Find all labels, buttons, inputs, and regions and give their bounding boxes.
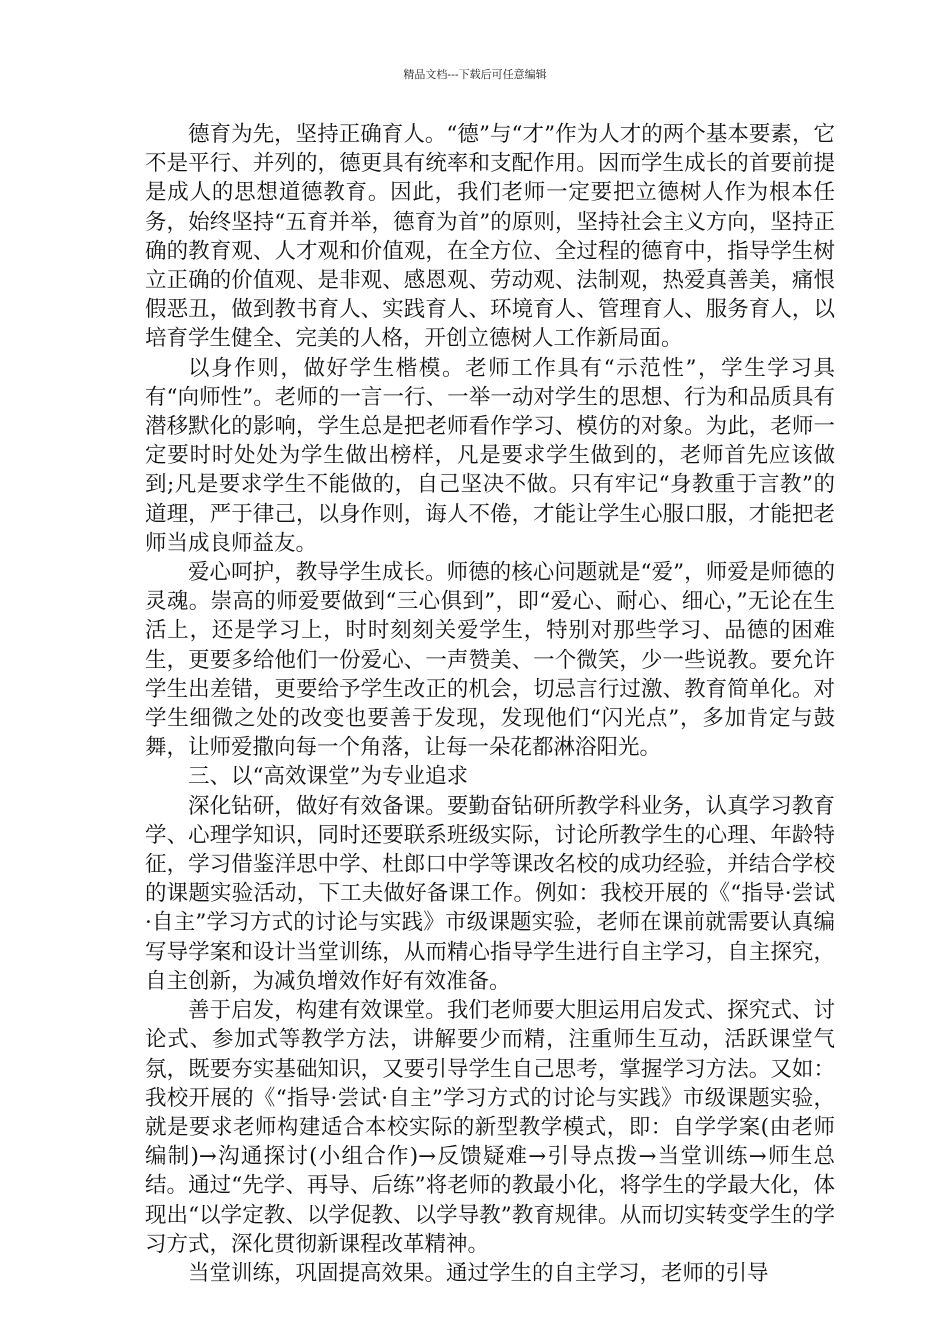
section-heading: 三、以“高效课堂”为专业追求 — [188, 764, 468, 790]
paragraph: 以身作则，做好学生楷模。老师工作具有“示范性”，学生学习具有“向师性”。老师的一言一行、一举一动对学生的思想、行为和品质具有潜移默化的影响，学生总是把老师看作学习、模仿的对象。为此，老师一定要时时处处为学生做出榜样，凡是要求学生做到的，老师首先应该做到;凡是要求学生不能做的，自己坚决不做。只有牢记“身教重于言教”的道理，严于律己，以身作则，诲人不倦，才能让学生心服口服，才能把老师当成良师益友。 — [145, 355, 835, 556]
paragraph: 爱心呵护，教导学生成长。师德的核心问题就是“爱”，师爱是师德的灵魂。崇高的师爱要做到“三心俱到”，即“爱心、耐心、细心，”无论在生活上，还是学习上，时时刻刻关爱学生，特别对那些学习、品德的困难生，更要多给他们一份爱心、一声赞美、一个微笑，少一些说教。要允许学生出差错，更要给予学生改正的机会，切忌言行过激、教育简单化。对学生细微之处的改变也要善于发现，发现他们“闪光点”，多加肯定与鼓舞，让师爱撒向每一个角落，让每一朵花都淋浴阳光。 — [145, 560, 835, 761]
document-body — [145, 120, 835, 1288]
paragraph: 当堂训练，巩固提高效果。通过学生的自主学习，老师的引导 — [188, 1260, 769, 1286]
paragraph: 善于启发，构建有效课堂。我们老师要大胆运用启发式、探究式、讨论式、参加式等教学方法，讲解要少而精，注重师生互动，活跃课堂气氛，既要夯实基础知识，又要引导学生自己思考，掌握学习方法。又如：我校开展的《“指导·尝试·自主”学习方式的讨论与实践》市级课题实验，就是要求老师构建适合本校实际的新型教学模式，即：自学学案(由老师编制)→沟通探讨(小组合作)→反馈疑难→引导点拨→当堂训练→师生总结。通过“先学、再导、后练”将老师的教最小化，将学生的学最大化，体现出“以学定教、以学促教、以学导教”教育规律。从而切实转变学生的学习方式，深化贯彻新课程改革精神。 — [145, 998, 835, 1257]
paragraph: 深化钻研，做好有效备课。要勤奋钻研所教学科业务，认真学习教育学、心理学知识，同时还要联系班级实际，讨论所教学生的心理、年龄特征，学习借鉴洋思中学、杜郎口中学等课改名校的成功经验，并结合学校的课题实验活动，下工夫做好备课工作。例如：我校开展的《“指导·尝试·自主”学习方式的讨论与实践》市级课题实验，老师在课前就需要认真编写导学案和设计当堂训练，从而精心指导学生进行自主学习，自主探究，自主创新，为减负增效作好有效准备。 — [145, 793, 835, 994]
page-header: 精品文档---下载后可任意编辑 — [403, 68, 547, 81]
paragraph: 德育为先，坚持正确育人。“德”与“才”作为人才的两个基本要素，它不是平行、并列的，德更具有统率和支配作用。因而学生成长的首要前提是成人的思想道德教育。因此，我们老师一定要把立德树人作为根本任务，始终坚持“五育并举，德育为首”的原则，坚持社会主义方向，坚持正确的教育观、人才观和价值观，在全方位、全过程的德育中，指导学生树立正确的价值观、是非观、感恩观、劳动观、法制观，热爱真善美，痛恨假恶丑，做到教书育人、实践育人、环境育人、管理育人、服务育人，以培育学生健全、完美的人格，开创立德树人工作新局面。 — [145, 122, 835, 352]
